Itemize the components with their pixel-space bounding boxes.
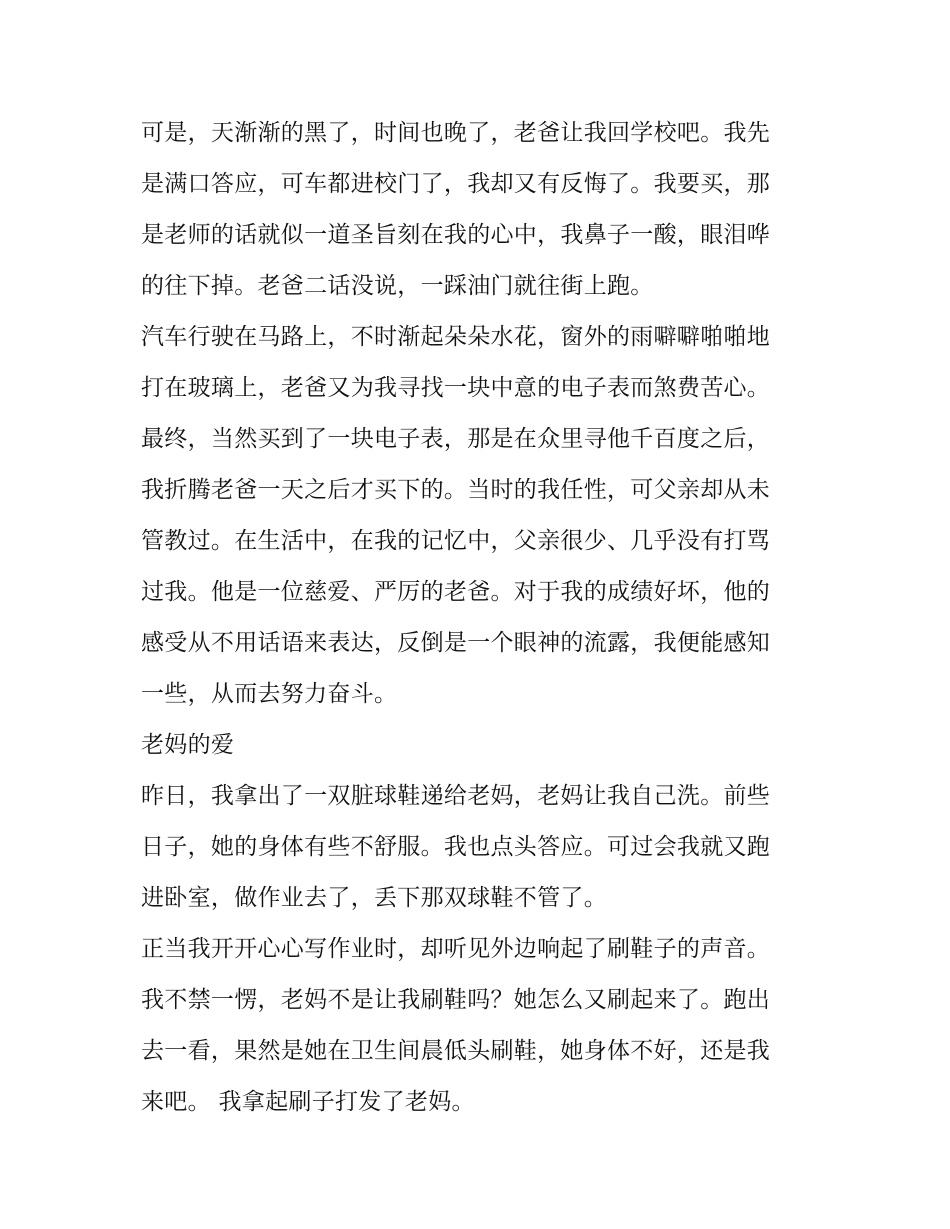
text-line: 是满口答应，可车都进校门了，我却又有反悔了。我要买，那: [141, 171, 771, 197]
text-line: 一些，从而去努力奋斗。: [141, 681, 398, 707]
text-line: 是老师的话就似一道圣旨刻在我的心中，我鼻子一酸，眼泪哗: [141, 222, 771, 248]
text-line: 过我。他是一位慈爱、严厉的老爸。对于我的成绩好坏，他的: [141, 579, 771, 605]
text-line: 打在玻璃上，老爸又为我寻找一块中意的电子表而煞费苦心。: [141, 375, 771, 401]
text-line: 管教过。在生活中，在我的记忆中，父亲很少、几乎没有打骂: [141, 528, 771, 554]
text-line: 最终，当然买到了一块电子表，那是在众里寻他千百度之后，: [141, 426, 771, 452]
text-line: 我不禁一愣，老妈不是让我刷鞋吗？她怎么又刷起来了。跑出: [141, 987, 771, 1013]
document-body: [141, 108, 821, 1128]
text-line: 我折腾老爸一天之后才买下的。当时的我任性，可父亲却从未: [141, 477, 771, 503]
text-line: 正当我开开心心写作业时，却听见外边响起了刷鞋子的声音。: [141, 936, 771, 962]
text-line: 可是，天渐渐的黑了，时间也晚了，老爸让我回学校吧。我先: [141, 120, 771, 146]
text-line: 来吧。 我拿起刷子打发了老妈。: [141, 1089, 475, 1115]
text-line: 进卧室，做作业去了，丢下那双球鞋不管了。: [141, 885, 607, 911]
text-line: 汽车行驶在马路上，不时渐起朵朵水花，窗外的雨噼噼啪啪地: [141, 324, 771, 350]
text-line: 的往下掉。老爸二话没说，一踩油门就往街上跑。: [141, 273, 654, 299]
section-heading: 老妈的爱: [141, 732, 235, 758]
text-line: 昨日，我拿出了一双脏球鞋递给老妈，老妈让我自己洗。前些: [141, 783, 771, 809]
text-line: 日子，她的身体有些不舒服。我也点头答应。可过会我就又跑: [141, 834, 771, 860]
text-line: 去一看，果然是她在卫生间晨低头刷鞋，她身体不好，还是我: [141, 1038, 771, 1064]
text-line: 感受从不用话语来表达，反倒是一个眼神的流露，我便能感知: [141, 630, 771, 656]
